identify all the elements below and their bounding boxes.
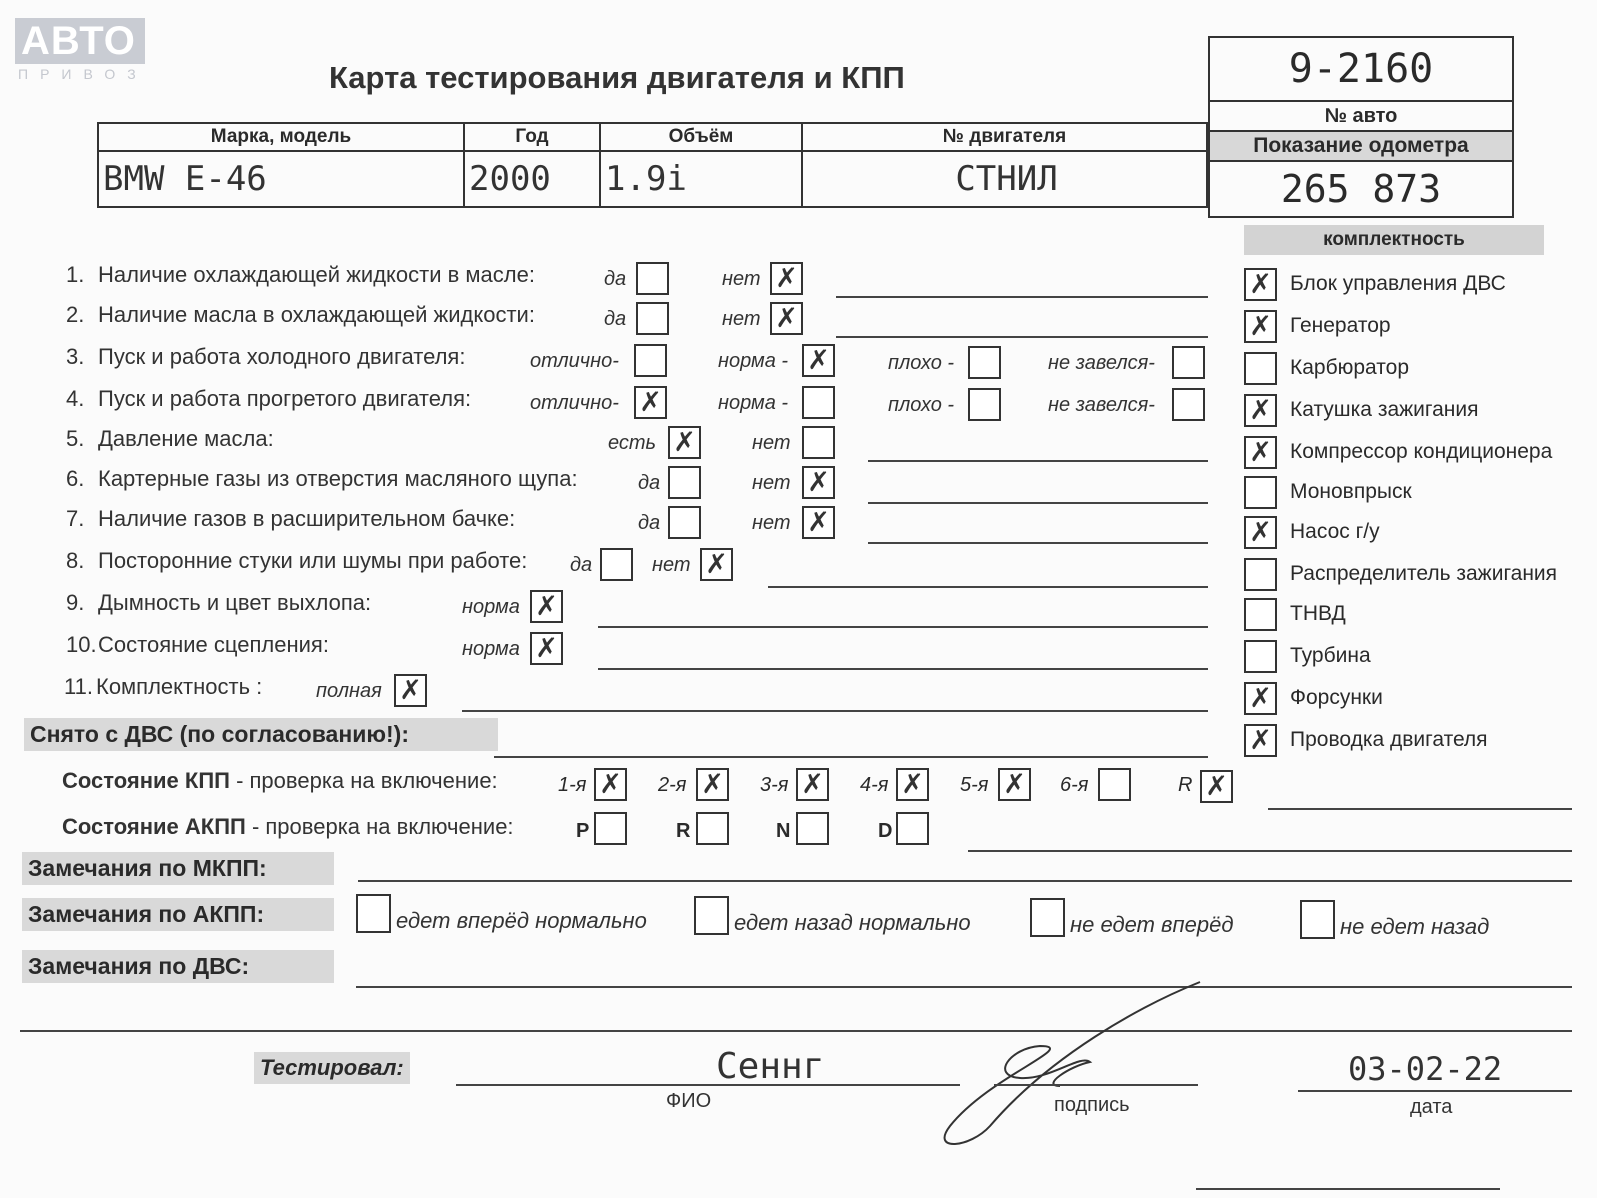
gear-checkbox[interactable]: ✗ [696, 768, 729, 801]
remarks-mkpp-label: Замечания по МКПП: [22, 852, 334, 885]
option-label-not-started: не завелся- [1048, 352, 1155, 374]
signature-icon [930, 976, 1210, 1156]
kit-item-label: Генератор [1290, 314, 1391, 337]
checkbox-yes[interactable] [636, 262, 669, 295]
checkbox-yes[interactable] [600, 548, 633, 581]
page-title: Карта тестирования двигателя и КПП [329, 60, 905, 95]
gear-label: 3-я [760, 774, 789, 796]
notes-line[interactable] [768, 586, 1208, 588]
akpp-gear-checkbox[interactable] [594, 812, 627, 845]
checkbox-full[interactable]: ✗ [394, 674, 427, 707]
akpp-no-backward-checkbox[interactable] [1300, 900, 1335, 939]
akpp-no-forward-label: не едет вперёд [1070, 912, 1234, 937]
logo-subtitle: ПРИВОЗ [18, 66, 148, 82]
kit-item-label: Форсунки [1290, 686, 1383, 709]
checkbox-yes[interactable] [636, 302, 669, 335]
option-label-yes: да [604, 268, 627, 290]
divider-line [20, 1030, 1572, 1032]
question-text: Пуск и работа прогретого двигателя: [98, 386, 472, 411]
option-label-no: нет [752, 512, 791, 534]
notes-line[interactable] [836, 296, 1208, 298]
notes-line[interactable] [868, 460, 1208, 462]
notes-line[interactable] [968, 850, 1572, 852]
gear-checkbox[interactable]: ✗ [896, 768, 929, 801]
car-number-label: № авто [1209, 101, 1513, 131]
question-text: Наличие масла в охлаждающей жидкости: [98, 302, 535, 327]
date-line[interactable] [1298, 1090, 1572, 1092]
kpp-label-rest: - проверка на включение: [229, 768, 498, 793]
question-number: 11. [64, 674, 93, 699]
header-value-model: BMW E-46 [98, 151, 464, 207]
kit-checkbox[interactable]: ✗ [1244, 268, 1277, 301]
question-text: Наличие газов в расширительном бачке: [98, 506, 516, 531]
gear-checkbox[interactable]: ✗ [998, 768, 1031, 801]
question-number: 3. [66, 344, 85, 369]
question-5 [66, 426, 274, 452]
notes-line[interactable] [1268, 808, 1572, 810]
page-edge-line [1196, 1188, 1500, 1190]
notes-line[interactable] [358, 880, 1572, 882]
checkbox-bad[interactable] [968, 388, 1001, 421]
notes-line[interactable] [598, 668, 1208, 670]
question-number: 8. [66, 548, 85, 573]
kit-item-label: Компрессор кондиционера [1290, 440, 1553, 463]
question-number: 1. [66, 262, 85, 287]
removed-from-engine-label: Снято с ДВС (по согласованию!): [24, 718, 498, 751]
vehicle-header-table [97, 122, 1208, 208]
option-label-no: нет [722, 308, 761, 330]
kit-checkbox[interactable] [1244, 598, 1277, 631]
question-1 [66, 262, 535, 288]
question-4 [66, 386, 471, 412]
checkbox-no[interactable]: ✗ [802, 506, 835, 539]
kit-item-label: Блок управления ДВС [1290, 272, 1506, 295]
kit-item-label: Карбюратор [1290, 356, 1410, 379]
kit-item-label: Проводка двигателя [1290, 728, 1488, 751]
odometer-label: Показание одометра [1209, 131, 1513, 161]
option-label-bad: плохо - [888, 394, 955, 416]
checkbox-not-started[interactable] [1172, 346, 1205, 379]
akpp-gear-label: R [676, 820, 691, 842]
option-label-excellent: отлично- [530, 392, 619, 414]
notes-line[interactable] [494, 756, 1208, 758]
gear-label: 1-я [558, 774, 587, 796]
tester-name-handwritten: Сеннг [716, 1046, 825, 1087]
header-label-volume: Объём [600, 123, 802, 151]
checkbox-normal[interactable] [802, 386, 835, 419]
question-2 [66, 302, 535, 328]
question-number: 5. [66, 426, 85, 451]
question-number: 2. [66, 302, 85, 327]
akpp-label-bold: Состояние АКПП [62, 814, 246, 839]
kit-item-label: Насос г/у [1290, 520, 1380, 543]
akpp-backward-ok-label: едет назад нормально [734, 910, 971, 935]
akpp-label-rest: - проверка на включение: [245, 814, 514, 839]
option-label-norm: норма [462, 596, 520, 618]
question-11 [64, 674, 262, 700]
kit-item-label: Распределитель зажигания [1290, 562, 1558, 585]
akpp-backward-ok-checkbox[interactable] [694, 896, 729, 935]
checkbox-bad[interactable] [968, 346, 1001, 379]
option-label-no: нет [752, 432, 791, 454]
header-value-volume: 1.9i [600, 151, 802, 207]
checkbox-excellent[interactable] [634, 344, 667, 377]
akpp-no-forward-checkbox[interactable] [1030, 898, 1065, 937]
gear-label: 5-я [960, 774, 989, 796]
kit-checkbox[interactable] [1244, 476, 1277, 509]
gear-checkbox[interactable]: ✗ [796, 768, 829, 801]
header-label-model: Марка, модель [98, 123, 464, 151]
option-label-yes: да [604, 308, 627, 330]
akpp-forward-ok-checkbox[interactable] [356, 894, 391, 933]
akpp-gear-label: P [576, 820, 590, 842]
remarks-akpp-label: Замечания по АКПП: [22, 898, 334, 931]
option-label-no: нет [752, 472, 791, 494]
kit-item-label: ТНВД [1290, 602, 1346, 625]
option-label-normal: норма - [718, 392, 789, 414]
question-text: Наличие охлаждающей жидкости в масле: [98, 262, 535, 287]
signature-caption: подпись [1054, 1094, 1130, 1116]
header-label-engine-no: № двигателя [802, 123, 1207, 151]
gear-checkbox[interactable]: ✗ [594, 768, 627, 801]
checkbox-not-started[interactable] [1172, 388, 1205, 421]
kpp-label-bold: Состояние КПП [62, 768, 230, 793]
gear-label: 6-я [1060, 774, 1089, 796]
question-7 [66, 506, 515, 532]
question-text: Картерные газы из отверстия масляного щупа: [98, 466, 578, 491]
option-label-bad: плохо - [888, 352, 955, 374]
header-value-year: 2000 [464, 151, 600, 207]
kpp-label [62, 768, 498, 794]
option-label-yes: да [638, 512, 661, 534]
header-value-engine-no: СТНИЛ [802, 151, 1207, 207]
question-number: 6. [66, 466, 85, 491]
akpp-no-backward-label: не едет назад [1340, 914, 1490, 939]
question-9 [66, 590, 371, 616]
gear-label: 4-я [860, 774, 889, 796]
kit-checkbox[interactable]: ✗ [1244, 724, 1277, 757]
kit-checkbox[interactable]: ✗ [1244, 516, 1277, 549]
gear-checkbox[interactable]: ✗ [1200, 770, 1233, 803]
question-text: Комплектность : [96, 674, 263, 699]
kit-checkbox[interactable] [1244, 558, 1277, 591]
question-text: Пуск и работа холодного двигателя: [98, 344, 466, 369]
checkbox-norm[interactable]: ✗ [530, 632, 563, 665]
akpp-gear-label: N [776, 820, 791, 842]
notes-line[interactable] [868, 502, 1208, 504]
kit-item-label: Турбина [1290, 644, 1371, 667]
logo: АВТО [15, 18, 145, 64]
gear-checkbox[interactable] [1098, 768, 1131, 801]
question-10 [66, 632, 329, 658]
notes-line[interactable] [462, 710, 1208, 712]
question-number: 4. [66, 386, 85, 411]
kit-item-label: Моновпрыск [1290, 480, 1412, 503]
kit-checkbox[interactable] [1244, 352, 1277, 385]
question-3 [66, 344, 465, 370]
option-label-no: нет [652, 554, 691, 576]
checkbox-present[interactable]: ✗ [668, 426, 701, 459]
akpp-gear-checkbox[interactable] [896, 812, 929, 845]
question-text: Дымность и цвет выхлопа: [98, 590, 372, 615]
question-text: Состояние сцепления: [98, 632, 329, 657]
checkbox-norm[interactable]: ✗ [530, 590, 563, 623]
signature-line[interactable] [994, 1084, 1198, 1086]
date-handwritten: 03-02-22 [1348, 1050, 1503, 1088]
question-8 [66, 548, 527, 574]
car-number-odometer-box [1208, 36, 1514, 218]
remarks-dvs-label: Замечания по ДВС: [22, 950, 334, 983]
option-label-yes: да [570, 554, 593, 576]
checkbox-yes[interactable] [668, 466, 701, 499]
notes-line[interactable] [868, 542, 1208, 544]
kit-checkbox[interactable]: ✗ [1244, 682, 1277, 715]
option-label-norm: норма [462, 638, 520, 660]
kit-checkbox[interactable]: ✗ [1244, 310, 1277, 343]
akpp-label [62, 814, 514, 840]
gear-label: R [1178, 774, 1193, 796]
question-6 [66, 466, 578, 492]
tested-by-label: Тестировал: [254, 1052, 410, 1084]
kit-checkbox[interactable]: ✗ [1244, 436, 1277, 469]
header-label-year: Год [464, 123, 600, 151]
odometer-value: 265 873 [1209, 161, 1513, 217]
notes-line[interactable] [598, 626, 1208, 628]
akpp-gear-checkbox[interactable] [696, 812, 729, 845]
akpp-forward-ok-label: едет вперёд нормально [396, 908, 647, 933]
kit-checkbox[interactable] [1244, 640, 1277, 673]
option-label-present: есть [608, 432, 657, 454]
notes-line[interactable] [836, 336, 1208, 338]
question-text: Давление масла: [98, 426, 274, 451]
option-label-yes: да [638, 472, 661, 494]
question-number: 7. [66, 506, 85, 531]
question-number: 10. [66, 632, 97, 657]
kit-item-label: Катушка зажигания [1290, 398, 1479, 421]
checkbox-no[interactable]: ✗ [700, 548, 733, 581]
car-number-value: 9-2160 [1209, 37, 1513, 101]
checkbox-yes[interactable] [668, 506, 701, 539]
option-label-full: полная [316, 680, 382, 702]
option-label-not-started: не завелся- [1048, 394, 1155, 416]
name-line[interactable] [456, 1084, 960, 1086]
checkbox-no[interactable]: ✗ [770, 302, 803, 335]
checkbox-no[interactable]: ✗ [770, 262, 803, 295]
akpp-gear-label: D [878, 820, 893, 842]
question-text: Посторонние стуки или шумы при работе: [98, 548, 528, 573]
kit-checkbox[interactable]: ✗ [1244, 394, 1277, 427]
question-number: 9. [66, 590, 85, 615]
checkbox-no[interactable]: ✗ [802, 466, 835, 499]
checkbox-excellent[interactable]: ✗ [634, 386, 667, 419]
option-label-normal: норма - [718, 350, 789, 372]
fio-caption: ФИО [666, 1090, 712, 1112]
date-caption: дата [1410, 1096, 1453, 1118]
checkbox-no[interactable] [802, 426, 835, 459]
option-label-excellent: отлично- [530, 350, 619, 372]
gear-label: 2-я [658, 774, 687, 796]
akpp-gear-checkbox[interactable] [796, 812, 829, 845]
option-label-no: нет [722, 268, 761, 290]
kit-heading: комплектность [1244, 225, 1544, 255]
checkbox-normal[interactable]: ✗ [802, 344, 835, 377]
